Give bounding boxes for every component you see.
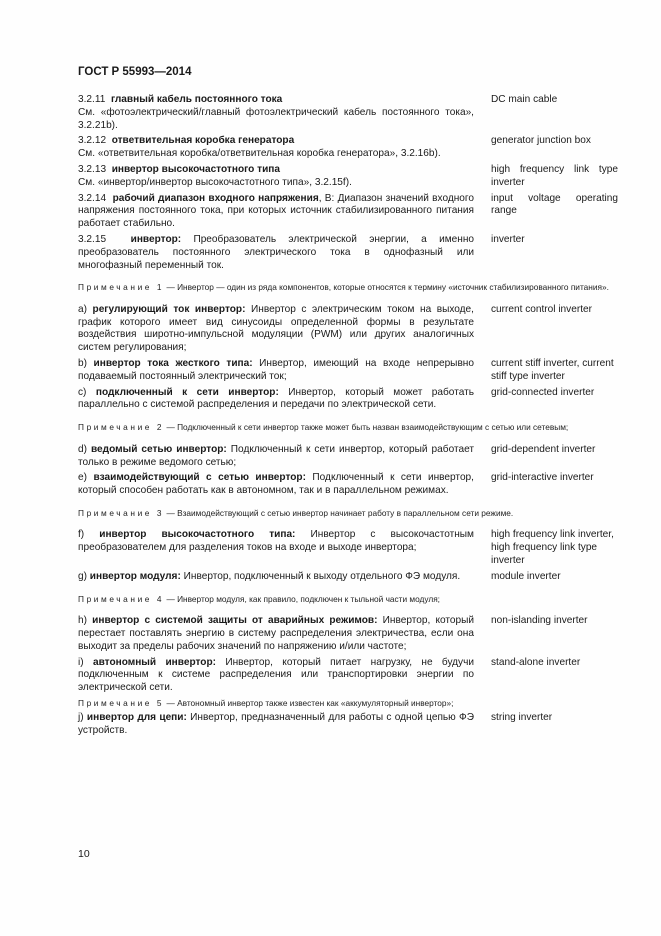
subitem-term: регулирующий ток инвертор:: [92, 303, 246, 315]
term-english: DC main cable: [491, 94, 558, 105]
subitem-letter: d): [78, 443, 87, 455]
subitem-text: Инвертор с электрическим током на выходе, график которого имеет вид синусоиды определенной формы в результате воздействия широтно-импульсной модуляции (PWM) или других аналогичных систем регулирования;: [78, 303, 474, 354]
subitem-definition: [78, 358, 474, 384]
subitem: [78, 472, 618, 498]
subitem-term: инвертор модуля:: [89, 570, 181, 582]
note: [78, 508, 618, 520]
subitem-letter: e): [78, 472, 87, 484]
term-definition: [78, 164, 474, 190]
term-name: инвертор высокочастотного типа: [111, 163, 281, 175]
term-entry: [78, 135, 618, 161]
subitem-text: Инвертор, предназначенный для работы с одной цепью ФЭ устройств.: [78, 712, 474, 737]
subitem-term: автономный инвертор:: [92, 656, 216, 668]
subitem: [78, 529, 618, 567]
term-definition: [78, 94, 474, 132]
subitem-letter: g): [78, 570, 87, 582]
subitem-english: grid-interactive inverter: [491, 472, 594, 484]
subitem-letter: h): [78, 615, 87, 627]
term-number: 3.2.12: [78, 135, 107, 147]
subitem: [78, 444, 618, 470]
term-english: input voltage operating range: [491, 192, 618, 217]
note: [78, 282, 618, 294]
note-text: — Инвертор — один из ряда компонентов, которые относятся к термину «источник стабилизированного питания».: [166, 282, 609, 293]
subitem-definition: [78, 657, 474, 695]
subitem-term: инвертор высокочастотного типа:: [99, 529, 296, 541]
note: [78, 422, 618, 434]
term-number: 3.2.15: [78, 233, 107, 245]
term-entry: [78, 164, 618, 190]
subitem-letter: i): [78, 656, 84, 668]
note-lead: Примечание 2: [78, 422, 165, 433]
document-header: ГОСТ Р 55993—2014: [78, 66, 192, 78]
subitem-text: Инвертор, который может работать параллельно с системой распределения и передачи по электрической сети.: [78, 386, 474, 411]
term-text: , В: Диапазон значений входного напряжения постоянного тока, при которых источник стабилизированного питания работает стабильно.: [78, 192, 474, 230]
subitem-english: non-islanding inverter: [491, 615, 588, 627]
term-text: См. «инвертор/инвертор высокочастотного типа», 3.2.15f).: [78, 176, 352, 188]
subitem-english: current control inverter: [491, 303, 592, 315]
subitem-text: Инвертор, который питает нагрузку, не будучи подключенным к системе распределения или транспортировки энергии по электрической сети.: [78, 656, 475, 694]
subitem: [78, 387, 618, 413]
term-text: См. «ответвительная коробка/ответвительная коробка генератора», 3.2.16b).: [78, 148, 441, 160]
subitem-text: Инвертор, который перестает поставлять энергию в систему распределения электричества, если она выходит за пределы рабочих значений по напряжению и/или частоте;: [78, 615, 475, 652]
note: [78, 594, 618, 606]
subitem-english: grid-dependent inverter: [491, 443, 596, 455]
subitem-term: инвертор с системой защиты от аварийных режимов:: [92, 615, 378, 627]
subitem-definition: [78, 615, 474, 653]
term-definition: [78, 135, 474, 161]
note-lead: Примечание 3: [78, 507, 165, 518]
subitem-english: current stiff inverter, current stiff type inverter: [491, 358, 614, 382]
note-lead: Примечание 4: [78, 593, 165, 604]
note-lead: Примечание 1: [78, 282, 165, 293]
subitem: [78, 304, 618, 355]
subitem-definition: [78, 712, 474, 738]
subitem-term: взаимодействующий с сетью инвертор:: [93, 472, 306, 484]
subitem-english: string inverter: [491, 712, 553, 724]
subitem-letter: j): [78, 712, 84, 724]
note-lead: Примечание 5: [78, 697, 165, 708]
subitem: [78, 571, 618, 584]
page-number: 10: [78, 848, 90, 860]
subitem-text: Инвертор, имеющий на входе непрерывно подаваемый постоянный электрический ток;: [78, 358, 474, 382]
subitem-letter: c): [78, 386, 87, 398]
term-entry: [78, 94, 618, 132]
term-definition: [78, 193, 474, 231]
subitem-english: grid-connected inverter: [491, 386, 595, 398]
term-english: generator junction box: [491, 135, 591, 147]
note-text: — Взаимодействующий с сетью инвертор начинает работу в параллельном сети режиме.: [166, 507, 514, 518]
term-name: инвертор:: [130, 233, 182, 245]
term-number: 3.2.13: [78, 163, 107, 175]
subitem: [78, 358, 618, 384]
subitem: [78, 712, 618, 738]
subitem-definition: [78, 472, 474, 498]
subitem-letter: f): [78, 529, 85, 541]
subitem-definition: [78, 304, 474, 355]
term-entry: [78, 193, 618, 231]
document-body: [78, 94, 618, 738]
term-name: ответвительная коробка генератора: [111, 135, 295, 147]
subitem-english: stand-alone inverter: [491, 656, 581, 668]
term-english: inverter: [491, 233, 525, 245]
subitem-term: подключенный к сети инвертор:: [95, 386, 279, 398]
term-number: 3.2.11: [78, 94, 106, 105]
subitem-definition: [78, 529, 474, 567]
subitem-term: инвертор тока жесткого типа:: [93, 358, 253, 370]
subitem-definition: [78, 444, 474, 470]
subitem-letter: b): [78, 358, 87, 370]
subitem-term: ведомый сетью инвертор:: [90, 443, 227, 455]
term-entry: [78, 234, 618, 272]
subitem-english: module inverter: [491, 570, 561, 582]
term-definition: [78, 234, 474, 272]
subitem: [78, 615, 618, 653]
subitem-letter: a): [78, 303, 87, 315]
note-text: — Подключенный к сети инвертор также может быть назван взаимодействующим с сетью или сетевым;: [166, 422, 569, 433]
subitem-text: Инвертор, подключенный к выходу отдельного ФЭ модуля.: [183, 570, 461, 582]
subitem-definition: [78, 387, 474, 413]
term-english: high frequency link type inverter: [491, 163, 618, 188]
subitem: [78, 657, 618, 695]
term-name: главный кабель постоянного тока: [110, 94, 283, 105]
term-name: рабочий диапазон входного напряжения: [112, 192, 319, 204]
note-text: — Инвертор модуля, как правило, подключен к тыльной части модуля;: [166, 593, 440, 604]
term-text: См. «фотоэлектрический/главный фотоэлектрический кабель постоянного тока», 3.2.21b).: [78, 106, 474, 131]
note-text: — Автономный инвертор также известен как «аккумуляторный инвертор»;: [166, 697, 454, 708]
subitem-definition: [78, 571, 474, 584]
term-text: Преобразователь электрической энергии, а именно преобразователь постоянного электрического тока в однофазный или многофазный переменный ток.: [78, 233, 475, 271]
subitem-text: Инвертор с высокочастотным преобразователем для разделения токов на входе и выходе инвертора;: [78, 529, 474, 554]
note: [78, 698, 618, 710]
subitem-english: high frequency link inverter, high frequency link type inverter: [491, 529, 614, 567]
subitem-text: Подключенный к сети инвертор, который способен работать как в автономном, так и в параллельном режимах.: [78, 472, 474, 497]
subitem-term: инвертор для цепи:: [86, 712, 187, 724]
term-number: 3.2.14: [78, 192, 107, 204]
subitem-text: Подключенный к сети инвертор, который работает только в режиме ведомого сетью;: [78, 443, 474, 468]
